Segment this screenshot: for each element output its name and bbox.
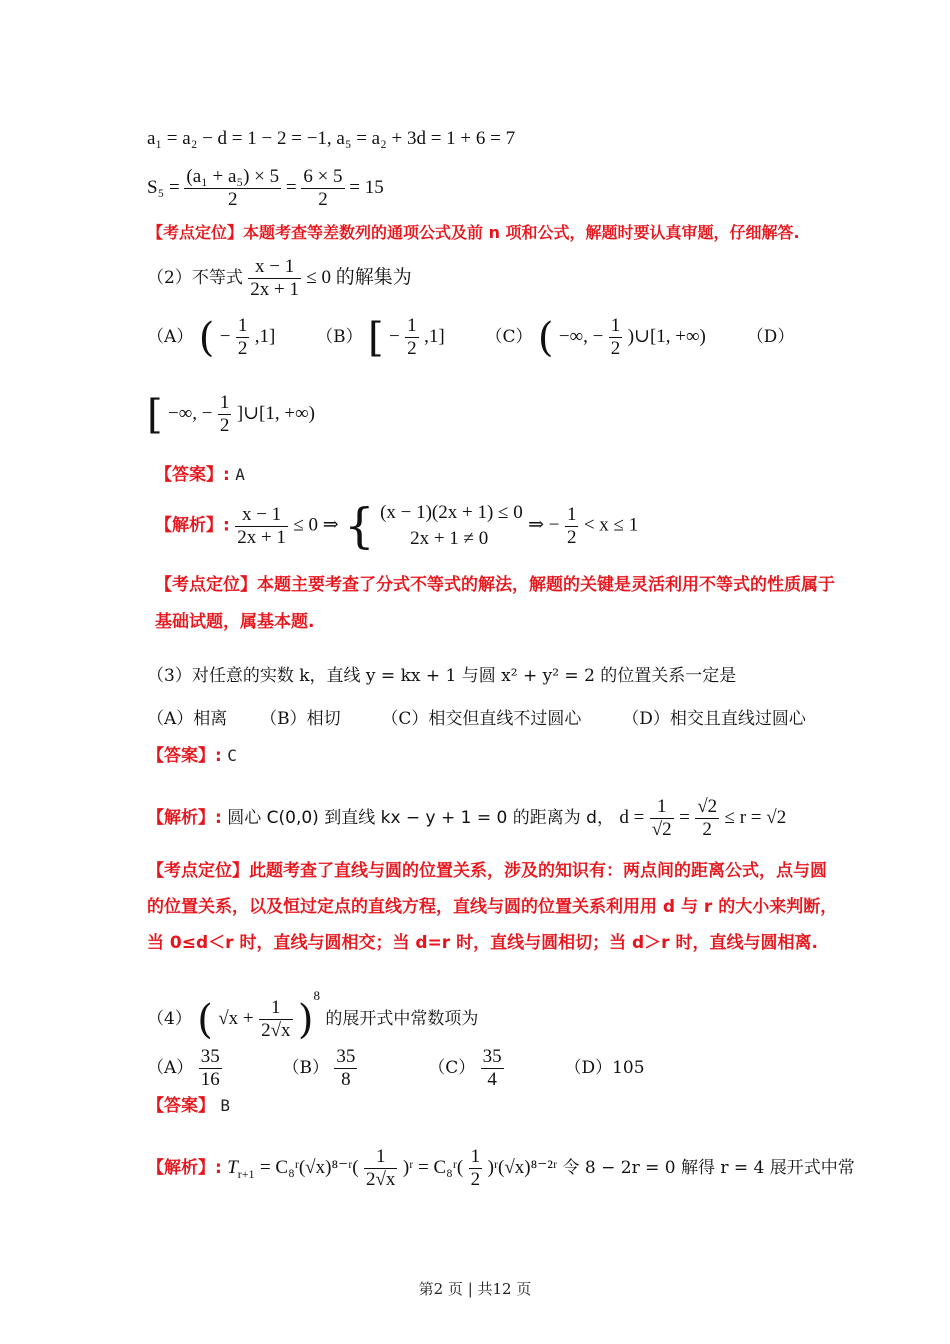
q2-opt-a-label: （A） <box>147 327 194 347</box>
q3-jiexi: 【解析】: 圆心 C(0,0) 到直线 kx − y + 1 = 0 的距离为 d， d = $\frac{1}{√2}$ = $\frac{√2}{2}$ ≤ r = √2 <box>147 796 787 840</box>
q4-answer: 【答案】 B <box>147 1096 231 1116</box>
q1-s5-frac1: $\frac{\text{(a₁ + a₅) × 5}}{2}$ <box>186 166 280 210</box>
q2-opt-b-frac: $\frac{1}{2}$ <box>407 315 417 359</box>
q3-opt-c: （C）相交但直线不过圆心 <box>381 709 582 729</box>
page-footer <box>0 1278 950 1299</box>
q4-stem: （4） ( √x + $\frac{1}{2√x}$ )$^8$ 的展开式中常数项为 <box>147 988 479 1043</box>
q2-jiexi-half: $\frac{1}{2}$ <box>566 503 577 548</box>
q2-opt-d-frac: $\frac{1}{2}$ <box>219 392 230 436</box>
q3-kaodian-2: 的位置关系，以及恒过定点的直线方程，直线与圆的位置关系利用用 d 与 r 的大小来判断， <box>147 897 838 917</box>
q4-opt-a-frac: $\frac{35}{16}$ <box>200 1046 220 1090</box>
q2-answer-value: A <box>235 465 245 484</box>
q4-options: （A） $\frac{35}{16}$ （B） $\frac{35}{8}$ （C） $\frac{35}{4}$ （D）105 <box>147 1046 645 1090</box>
right-paren-icon: ) <box>297 996 314 1043</box>
q2-stem: （2）不等式 $\frac{x - 1}{2x + 1}$ ≤ 0 的解集为 <box>147 256 412 300</box>
q2-opt-d-label: （D） <box>746 327 795 347</box>
q3-d-frac1: $\frac{1}{√2}$ <box>651 796 672 840</box>
q2-opt-b-label: （B） <box>316 327 363 347</box>
left-paren-icon: ( <box>197 996 213 1043</box>
q3-opt-a: （A）相离 <box>147 709 228 729</box>
q4-opt-d: （D）105 <box>564 1058 645 1078</box>
q3-answer: 【答案】: C <box>147 746 237 766</box>
q3-answer-value: C <box>227 746 237 765</box>
q4-opt-b-frac: $\frac{35}{8}$ <box>336 1046 356 1090</box>
q3-opt-d: （D）相交且直线过圆心 <box>622 709 806 729</box>
q3-d-frac2: $\frac{√2}{2}$ <box>697 796 718 840</box>
q1-formula-line <box>147 128 515 150</box>
q2-opt-a-frac: $\frac{1}{2}$ <box>237 315 248 359</box>
q3-kaodian-1: 【考点定位】此题考查了直线与圆的位置关系，涉及的知识有：两点间的距离公式，点与圆 <box>147 861 827 881</box>
q4-expr-frac: $\frac{1}{2√x}$ <box>261 997 291 1041</box>
q1-s5-result: = 15 <box>349 176 384 198</box>
q1-s5-frac2: $\frac{6 \times 5}{2}$ <box>303 166 343 210</box>
q1-s5-formula: S₅ = $\frac{\text{(a₁ + a₅) × 5}}{2}$ = $\frac{6 \times 5}{2}$ = 15 <box>147 166 384 210</box>
q2-jiexi: 【解析】: $\frac{x - 1}{2x + 1}$ ≤ 0 ⇒ { (x − 1)(2x + 1) ≤ 0 2x + 1 ≠ 0 ⇒ − $\frac{1}{2}$ < x ≤ 1 <box>155 498 639 554</box>
q2-opt-c-frac: $\frac{1}{2}$ <box>610 315 621 359</box>
q4-jiexi-frac2: $\frac{1}{2}$ <box>470 1146 481 1190</box>
q2-stem-frac: $\frac{x - 1}{2x + 1}$ <box>250 256 299 300</box>
q2-jiexi-system: (x − 1)(2x + 1) ≤ 0 2x + 1 ≠ 0 <box>380 502 523 549</box>
q4-opt-c-frac: $\frac{35}{4}$ <box>482 1046 502 1090</box>
q1-s5-lhs: S₅ = <box>147 176 180 198</box>
q2-opt-c-label: （C） <box>485 327 533 347</box>
q3-opt-b: （B）相切 <box>260 709 341 729</box>
q3-kaodian-3: 当 0≤d＜r 时，直线与圆相交；当 d=r 时，直线与圆相切；当 d＞r 时，直线与圆相离. <box>147 933 818 953</box>
left-brace-icon: { <box>344 498 375 554</box>
q2-option-d: [ −∞, − $\frac{1}{2}$ ]∪[1, +∞) <box>147 391 315 438</box>
q4-answer-value: B <box>220 1096 231 1115</box>
q2-options-row: （A） ( − $\frac{1}{2}$ ,1] （B） [ − $\frac{1}{2}$ ,1] （C） ( −∞, − $\frac{1}{2}$ )∪[1, +∞) （D） <box>147 314 795 361</box>
q4-jiexi: 【解析】: $T_{r+1}$ = C₈ʳ(√x)⁸⁻ʳ( $\frac{1}{2√x}$ )ʳ = C₈ʳ( $\frac{1}{2}$ )ʳ(√x)⁸⁻²ʳ 令 8 − 2r = 0 解得 r = 4 展开式中常 <box>147 1146 855 1190</box>
q2-answer: 【答案】: A <box>155 465 245 485</box>
q2-kaodian-1: 【考点定位】本题主要考查了分式不等式的解法，解题的关键是灵活利用不等式的性质属于 <box>155 575 835 595</box>
page-number: 第2 页 | 共12 页 <box>418 1280 532 1298</box>
q1-kaodian: 【考点定位】本题考查等差数列的通项公式及前 n 项和公式，解题时要认真审题，仔细解答. <box>147 223 800 242</box>
q2-jiexi-frac: $\frac{x - 1}{2x + 1}$ <box>237 503 286 548</box>
q2-kaodian-2: 基础试题，属基本题. <box>155 612 315 632</box>
q4-jiexi-frac1: $\frac{1}{2√x}$ <box>365 1146 396 1190</box>
q3-options <box>147 708 806 730</box>
q3-stem: （3）对任意的实数 k，直线 y = kx + 1 与圆 x² + y² = 2 的位置关系一定是 <box>147 666 737 686</box>
q1-line1: a₁ = a₂ − d = 1 − 2 = −1, a₅ = a₂ + 3d = 1 + 6 = 7 <box>147 128 516 149</box>
